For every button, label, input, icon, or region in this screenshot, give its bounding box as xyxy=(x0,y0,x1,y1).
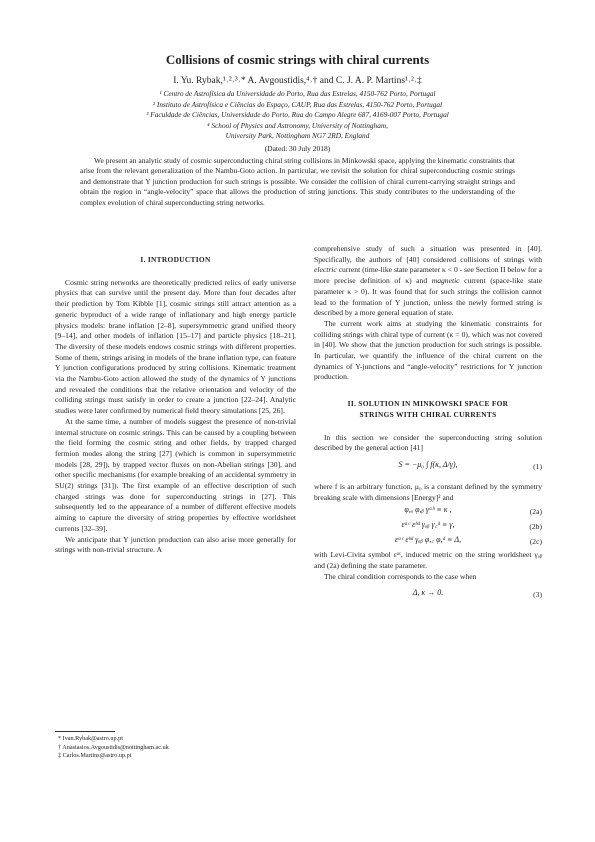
right-paragraph-2: The current work aims at studying the kinematic constraints for colliding strings with chiral type of current (κ = 0), which was not covered in [40]. We show that the junction production for such strings is possible. In particular, we quantify the influence of the chiral current on the dynamics of Y-junctions and “angle-velocity” restrictions for Y junction production. xyxy=(314,318,542,382)
dated-line: (Dated: 30 July 2018) xyxy=(264,144,331,153)
intro-paragraph-2: At the same time, a number of models suggest the presence of non-trivial internal structure on cosmic strings. This can be caused by a coupling between the field forming the cosmic string and other fields, by trapped charged fermion modes along the string [27] (which is common in supersymmetric models [28, 29]), by trapped vector fluxes on non-Abelian strings [30], and other specific mechanisms (for example breaking of an accidental symmetry in SU(2) strings [31]). The first example of an effective description of such charged strings was done for superconducting strings in [27]. This subsequently led to the appearance of a number of different effective models aiming to capture the diversity of string properties by effective worldsheet currents [32–39]. xyxy=(55,416,296,533)
intro-paragraph-3: We anticipate that Y junction production can also arise more generally for strings with non-trivial structure. A xyxy=(55,534,296,555)
right-paragraph-1: comprehensive study of such a situation was presented in [40]. Specifically, the authors of [40] considered collisions of strings with electric current (time-like state parameter κ < 0 - see Section II below for a more precise definition of κ) and magnetic current (space-like state parameter κ > 0). It was found that for such strings the collision cannot lead to the formation of Y junction, unless the newly formed string is described by a more general equation of state. xyxy=(314,244,543,318)
affiliation-1: ¹ Centro de Astrofísica da Universidade do Porto, Rua das Estrelas, 4150-762 Porto, Portugal xyxy=(159,89,436,98)
equation-2a: φ,ₐ φ,ᵦ γᵃᵇ ≡ κ , (2a) xyxy=(404,505,542,517)
affiliation-2: ² Instituto de Astrofísica e Ciências do Espaço, CAUP, Rua das Estrelas, 4150-762 Porto, Portugal xyxy=(152,99,443,109)
paper-title: Collisions of cosmic strings with chiral currents xyxy=(165,52,430,67)
abstract: We present an analytic study of cosmic superconducting chiral string collisions in Minkowski space, applying the kinematic constraints that arise from the relevant generalization of the Nambu-Goto action. In particular, we revisit the solution for chiral superconducting cosmic strings and demonstrate that Y junction production for such strings is possible. We consider the collision of chiral current-carrying straight strings and obtain the region in “angle-velocity” space that allows the production of string junctions. This study contributes to the understanding of the complex evolution of chiral superconducting string networks. xyxy=(80,156,515,207)
left-column xyxy=(55,255,296,556)
solution-paragraph-4: The chiral condition corresponds to the case when xyxy=(324,571,477,581)
equation-2b: εᵃᶜ εᵇᵈ γₐᵦ γ꜀ᵈ ≡ γ, (2b) xyxy=(401,520,542,532)
footnote-email-1: * Ivan.Rybak@astro.up.pt xyxy=(58,735,123,742)
equation-group-2 xyxy=(314,505,542,548)
footnote-email-2: † Anastasios.Avgoustidis@nottingham.ac.uk xyxy=(58,743,169,751)
footnote-email-3: ‡ Carlos.Martins@astro.up.pt xyxy=(58,752,132,760)
equation-2c: εᵃᶜ εᵇᵈ γₐᵦ φ,꜀ φ,ᵈ ≡ Δ, (2c) xyxy=(394,535,542,547)
affiliation-4-cont: University Park, Nottingham NG7 2RD, England xyxy=(225,131,370,141)
affiliation-3: ³ Faculdade de Ciências, Universidade do Porto, Rua do Campo Alegre 687, 4169-007 Porto, Portugal xyxy=(146,110,449,120)
footnote-rule xyxy=(55,731,115,732)
section-heading-introduction: I. INTRODUCTION xyxy=(140,255,211,264)
intro-paragraph-1: Cosmic string networks are theoretically predicted relics of early universe physics that can survive until the present day. More than four decades after their prediction by Tom Kibble [1], cosmic strings still attract attention as a generic byproduct of a wide range of inflationary and high energy particle physics models: brane inflation [2–8], supersymmetric grand unified theory [9–14], and other models of inflation [15–17] and particle physics [18–21]. The diversity of these models endows cosmic strings with different properties. Some of them, strings arising in models of the brane inflation type, can feature Y junction configurations produced by string collisions. Kinematic treatment via the Nambu-Goto action allowed the study of the dynamics of Y junctions and revealed the conditions that the relative orientation and velocity of the colliding strings must satisfy in order to create a junction [22–24]. Analytic studies were later confirmed by numerical field theory simulations [25, 26]. xyxy=(55,277,296,416)
right-column xyxy=(314,244,542,610)
solution-paragraph-3: with Levi-Civita symbol εᵃᶜ, induced metric on the string worldsheet γₐᵦ and (2a) defining the state parameter. xyxy=(314,550,542,571)
solution-paragraph-1: In this section we consider the superconducting string solution described by the general action [41] xyxy=(314,432,542,453)
solution-paragraph-2: where f is an arbitrary function, μ₀ is a constant defined by the symmetry breaking scale with dimensions [Energy]² and xyxy=(314,481,542,502)
affiliation-4: ⁴ School of Physics and Astronomy, University of Nottingham, xyxy=(207,120,388,130)
section-heading-solution: II. SOLUTION IN MINKOWSKI SPACE FOR STRINGS WITH CHIRAL CURRENTS xyxy=(347,399,509,419)
affiliations xyxy=(60,89,535,142)
equation-3: Δ, κ → 0. (3) xyxy=(412,588,542,600)
equation-1: S = −μ₀ ∫ f(κ, Δ/γ), (1) xyxy=(398,459,542,471)
equation-1-number: (1) xyxy=(533,461,542,471)
footnotes xyxy=(58,735,298,761)
author-list: I. Yu. Rybak,¹˒²˒³˒* A. Avgoustidis,⁴˒† and C. J. A. P. Martins¹˒²˒‡ xyxy=(173,76,422,86)
